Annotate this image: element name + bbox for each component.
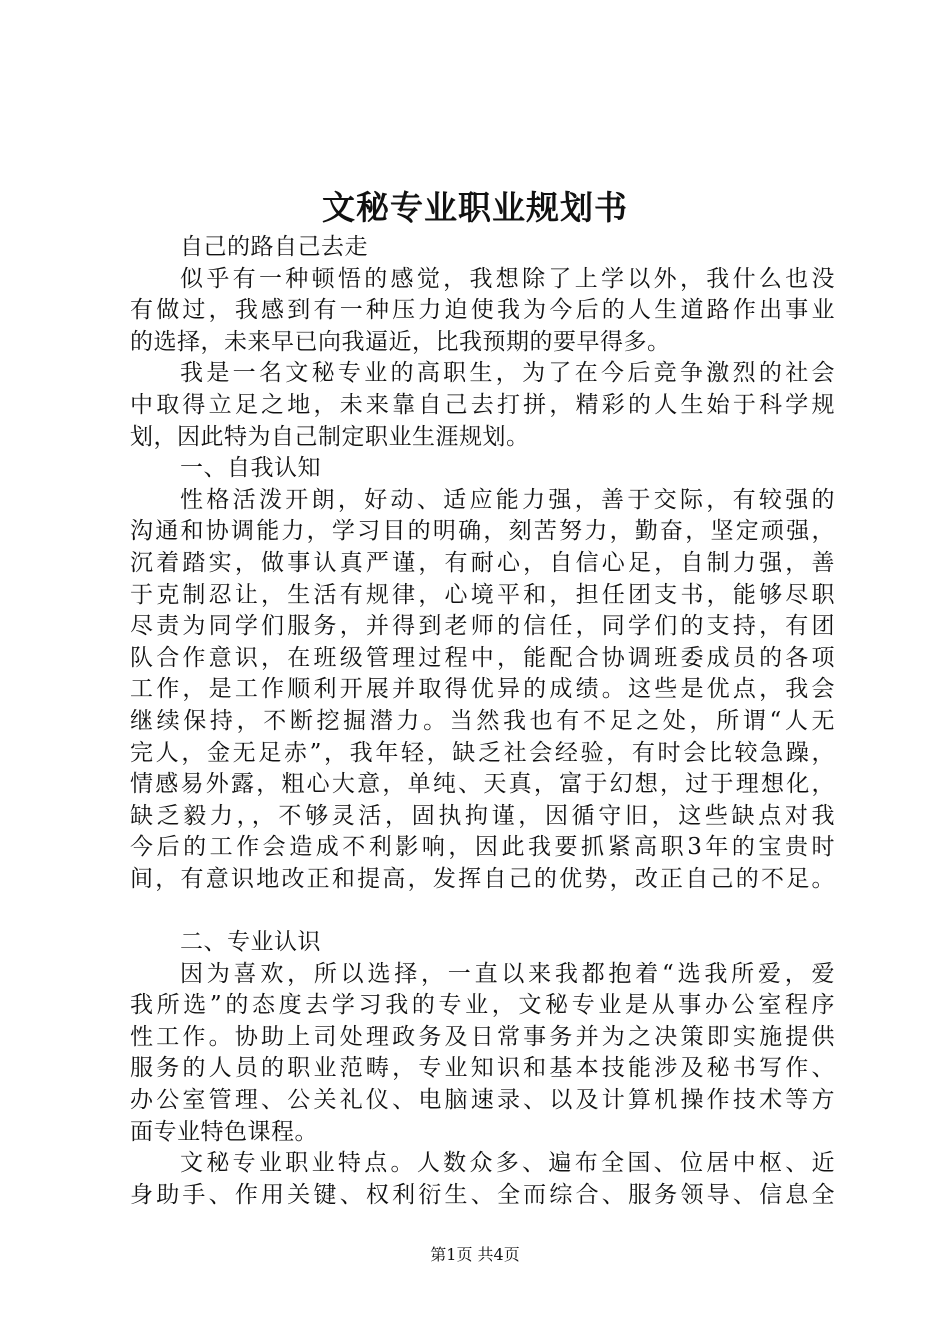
text-line: 完人，金无足赤”，我年轻，缺乏社会经验，有时会比较急躁， (130, 739, 835, 766)
text-line: 服务的人员的职业范畴，专业知识和基本技能涉及秘书写作、 (130, 1055, 835, 1082)
text-line: 自己的路自己去走 (180, 234, 368, 260)
text-line: 二、专业认识 (180, 929, 321, 956)
text-line: 沟通和协调能力，学习目的明确，刻苦努力，勤奋，坚定顽强， (130, 518, 835, 545)
text-line: 间，有意识地改正和提高，发挥自己的优势，改正自己的不足。 (130, 865, 835, 892)
text-line: 沉着踏实，做事认真严谨，有耐心，自信心足，自制力强，善 (130, 549, 835, 576)
text-line: 有做过，我感到有一种压力迫使我为今后的人生道路作出事业 (130, 297, 835, 324)
text-line: 缺乏毅力，，不够灵活，固执拘谨，因循守旧，这些缺点对我 (130, 802, 835, 829)
page-footer: 第1页 共4页 (430, 1245, 520, 1264)
text-line: 身助手、作用关键、权利衍生、全而综合、服务领导、信息全 (130, 1181, 835, 1208)
text-line: 尽责为同学们服务，并得到老师的信任，同学们的支持，有团 (130, 613, 835, 640)
text-line: 我是一名文秘专业的高职生，为了在今后竞争激烈的社会 (180, 360, 835, 387)
text-line: 文秘专业职业特点。人数众多、遍布全国、位居中枢、近 (180, 1150, 835, 1177)
text-line: 中取得立足之地，未来靠自己去打拼，精彩的人生始于科学规 (130, 391, 835, 418)
text-line: 的选择，未来早已向我逼近，比我预期的要早得多。 (130, 328, 671, 355)
text-line: 我所选”的态度去学习我的专业，文秘专业是从事办公室程序 (130, 992, 835, 1019)
text-line: 面专业特色课程。 (130, 1118, 318, 1145)
text-line: 继续保持，不断挖掘潜力。当然我也有不足之处，所谓“人无 (130, 707, 835, 734)
text-line: 工作，是工作顺利开展并取得优异的成绩。这些是优点，我会 (130, 676, 835, 703)
text-line: 因为喜欢，所以选择，一直以来我都抱着“选我所爱，爱 (180, 960, 835, 987)
text-line: 办公室管理、公关礼仪、电脑速录、以及计算机操作技术等方 (130, 1087, 835, 1114)
text-line: 划，因此特为自己制定职业生涯规划。 (130, 423, 530, 450)
text-line: 性格活泼开朗，好动、适应能力强，善于交际，有较强的 (180, 486, 835, 513)
blank-line (130, 895, 835, 927)
text-line: 今后的工作会造成不利影响，因此我要抓紧高职3年的宝贵时 (130, 834, 835, 861)
text-line: 性工作。协助上司处理政务及日常事务并为之决策即实施提供 (130, 1023, 835, 1050)
text-line: 情感易外露，粗心大意，单纯、天真，富于幻想，过于理想化， (130, 771, 835, 798)
document-title: 文秘专业职业规划书 (322, 188, 628, 227)
text-line: 队合作意识，在班级管理过程中，能配合协调班委成员的各项 (130, 644, 835, 671)
document-body (130, 232, 835, 1211)
text-line: 一、自我认知 (180, 455, 321, 482)
text-line: 于克制忍让，生活有规律，心境平和，担任团支书，能够尽职 (130, 581, 835, 608)
text-line: 似乎有一种顿悟的感觉，我想除了上学以外，我什么也没 (180, 265, 835, 292)
